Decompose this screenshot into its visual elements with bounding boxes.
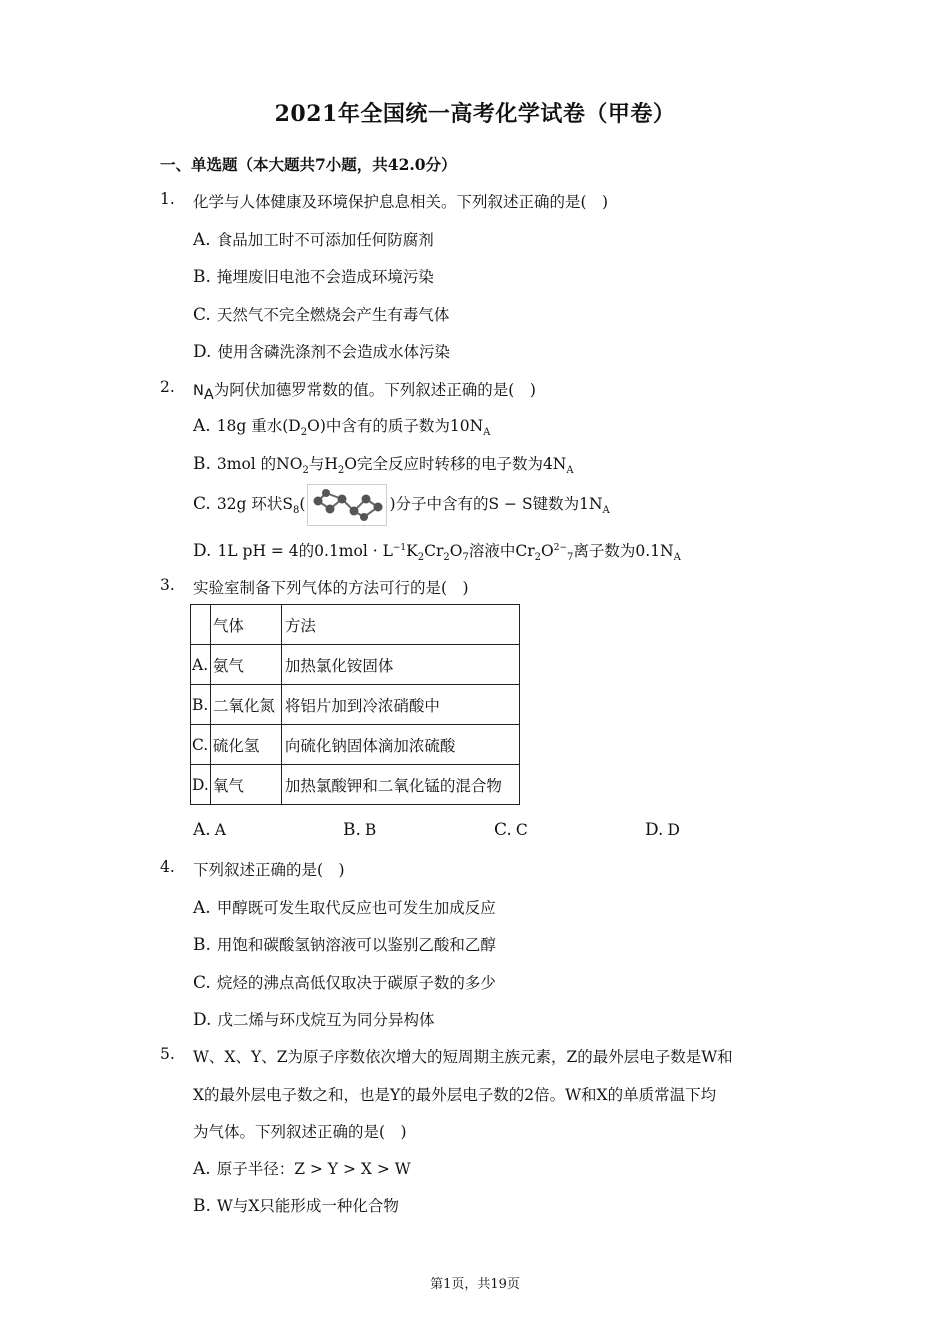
table-cell: 氧气 [210,765,281,805]
gas-method-table [190,604,520,805]
option-c: C. 32g 环状$S_8$( )分子中含有的S − S键数为$1N_A$ [193,484,610,526]
table-cell: 氨气 [210,645,281,685]
table-cell: 将铝片加到冷浓硝酸中 [281,685,519,725]
table-header-cell: 气体 [210,605,281,645]
table-header-cell: 方法 [281,605,519,645]
table-cell: 二氧化氮 [210,685,281,725]
option-a: A. 食品加工时不可添加任何防腐剂 [193,230,434,250]
table-header-row [191,605,520,645]
section-heading: 一、单选题（本大题共7小题，共42.0分） [160,155,457,174]
question-number: 5. [160,1045,175,1063]
page-title: 2021年全国统一高考化学试卷（甲卷） [274,101,676,127]
page-footer: 第1页，共19页 [430,1277,520,1292]
table-cell: D. [191,765,211,805]
table-cell: 加热氯化铵固体 [281,645,519,685]
option-a: A. 甲醇既可发生取代反应也可发生加成反应 [193,898,496,918]
question-stem: 化学与人体健康及环境保护息息相关。下列叙述正确的是( ) [193,193,609,211]
choice-c: C. C [494,820,528,840]
table-row [191,685,520,725]
table-row [191,645,520,685]
question-number: 2. [160,378,175,396]
option-b: B. W与X只能形成一种化合物 [193,1196,399,1216]
s8-ring-image [307,484,387,526]
option-a: A. 原子半径：Z > Y > X > W [193,1159,411,1179]
question-number: 3. [160,576,175,594]
option-a: A. 18g 重水$(D_2O)$中含有的质子数为$10N_A$ [193,416,491,438]
option-b: B. 用饱和碳酸氢钠溶液可以鉴别乙酸和乙醇 [193,935,496,955]
table-cell: B. [191,685,211,725]
option-d: D. 使用含磷洗涤剂不会造成水体污染 [193,342,450,362]
choice-b: B. B [343,820,377,840]
table-cell: A. [191,645,211,685]
table-cell: 加热氯酸钾和二氧化锰的混合物 [281,765,519,805]
question-stem: $N_A$为阿伏加德罗常数的值。下列叙述正确的是( ) [193,381,536,403]
option-b: B. 掩埋废旧电池不会造成环境污染 [193,267,434,287]
choice-a: A. A [193,820,226,840]
option-c: C. 烷烃的沸点高低仅取决于碳原子数的多少 [193,973,496,993]
option-c: C. 天然气不完全燃烧会产生有毒气体 [193,305,450,325]
option-d: D. 戊二烯与环戊烷互为同分异构体 [193,1010,435,1030]
table-cell: 向硫化钠固体滴加浓硫酸 [281,725,519,765]
option-b: B. 3mol 的$NO_2$与$H_2O$完全反应时转移的电子数为$4N_A$ [193,454,574,476]
question-stem-line: 为气体。下列叙述正确的是( ) [193,1123,407,1141]
table-row [191,765,520,805]
table-header-cell [191,605,211,645]
table-cell: 硫化氢 [210,725,281,765]
question-stem-line: X的最外层电子数之和，也是Y的最外层电子数的2倍。W和X的单质常温下均 [193,1086,717,1104]
option-d: D. 1L pH = 4的$0.1mol \cdot L^{-1}K_2Cr_2O_7$溶液中$Cr_2O^{2-}_7$离子数为$0.1N_A$ [193,541,681,563]
question-number: 1. [160,190,175,208]
question-stem: 下列叙述正确的是( ) [193,861,345,879]
question-number: 4. [160,858,175,876]
question-stem: 实验室制备下列气体的方法可行的是( ) [193,579,469,597]
choice-d: D. D [645,820,680,840]
question-stem-line: W、X、Y、Z为原子序数依次增大的短周期主族元素，Z的最外层电子数是W和 [193,1048,733,1066]
table-row [191,725,520,765]
table-cell: C. [191,725,211,765]
